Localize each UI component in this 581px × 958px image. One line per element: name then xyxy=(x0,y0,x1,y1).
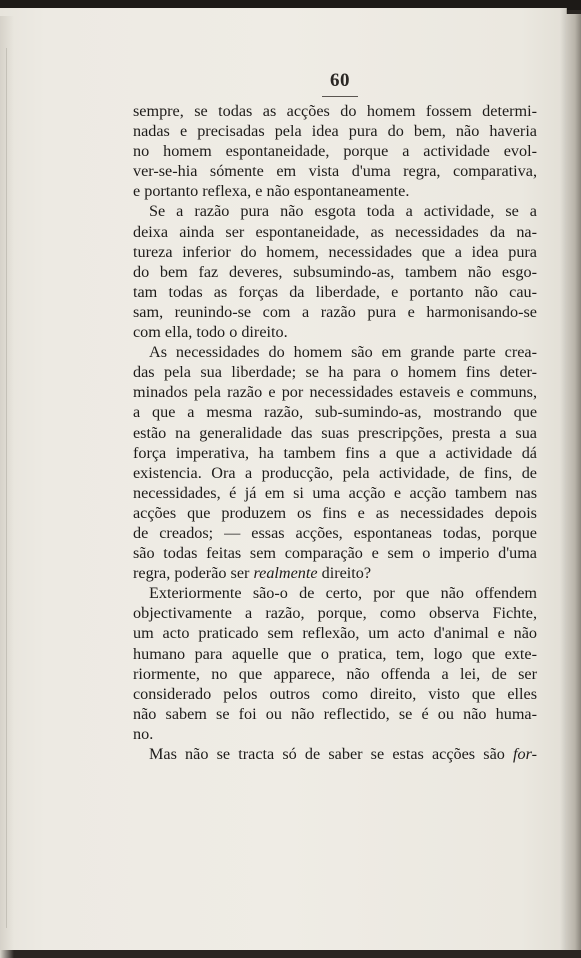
text-line: de creados; — essas acções, espontaneas todas, porque xyxy=(133,523,537,542)
text-line: força imperativa, ha tambem fins a que a actividade dá xyxy=(133,443,537,462)
text-line: no homem espontaneidade, porque a actividade evol- xyxy=(133,142,537,161)
text-line: necessidades, é já em si uma acção e acção tambem nas xyxy=(133,483,537,502)
text-line: riormente, no que apparece, não offenda a lei, de ser xyxy=(133,664,537,683)
text-line: um acto praticado sem reflexão, um acto d'animal e não xyxy=(133,624,537,643)
text-line: e portanto reflexa, e não espontaneamente. xyxy=(133,182,410,201)
text-line: no. xyxy=(133,724,154,743)
text-line: acções que produzem os fins e as necessidades depois xyxy=(133,503,537,522)
page-number-rule xyxy=(322,96,358,97)
text-line: tureza inferior do homem, necessidades que a idea pura xyxy=(133,242,537,261)
text-line: não sabem se foi ou não reflectido, se é ou não huma- xyxy=(133,704,537,723)
text-line: nadas e precisadas pela idea pura do bem, não haveria xyxy=(133,122,537,141)
text-line: são todas feitas sem comparação e sem o imperio d'uma xyxy=(133,544,537,563)
text-line: As necessidades do homem são em grande parte crea- xyxy=(149,343,537,362)
text-line: estão na generalidade das suas prescripções, presta a sua xyxy=(133,423,537,442)
text-line: a que a mesma razão, sub-sumindo-as, mostrando que xyxy=(133,403,537,422)
text-line: sam, reunindo-se com a razão pura e harmonisando-se xyxy=(133,302,537,321)
text-line: regra, poderão ser realmente direito? xyxy=(133,564,372,583)
text-line: humano para aquelle que o pratica, tem, logo que exte- xyxy=(133,644,537,663)
text-line: deixa ainda ser espontaneidade, as necessidades da na- xyxy=(133,222,537,241)
text-line: sempre, se todas as acções do homem fossem determi- xyxy=(133,102,537,120)
page-number: 60 xyxy=(330,70,350,91)
text-line: minados pela razão e por necessidades estaveis e communs, xyxy=(133,383,537,402)
text-line: com ella, todo o direito. xyxy=(133,323,288,342)
text-line: Se a razão pura não esgota toda a actividade, se a xyxy=(149,202,537,221)
text-line: tam todas as forças da liberdade, e portanto não cau- xyxy=(133,282,537,301)
text-line: Mas não se tracta só de saber se estas acções são for- xyxy=(149,745,537,763)
page-left-edge xyxy=(0,16,14,958)
body-text xyxy=(133,101,537,764)
text-line: Exteriormente são-o de certo, por que não offendem xyxy=(149,584,537,603)
page-fold-mark xyxy=(6,48,7,928)
text-line: ver-se-hia sómente em vista d'uma regra, comparativa, xyxy=(133,162,537,181)
text-line: do bem faz deveres, subsumindo-as, tambem não esgo- xyxy=(133,262,537,281)
text-line: das pela sua liberdade; se ha para o homem fins deter- xyxy=(133,363,537,382)
text-line: existencia. Ora a producção, pela actividade, de fins, de xyxy=(133,463,537,482)
next-page-edge xyxy=(566,14,581,950)
text-line: objectivamente a razão, porque, como observa Fichte, xyxy=(133,604,537,623)
text-line: considerado pelos outros como direito, visto que elles xyxy=(133,684,537,703)
book-page xyxy=(0,8,567,950)
